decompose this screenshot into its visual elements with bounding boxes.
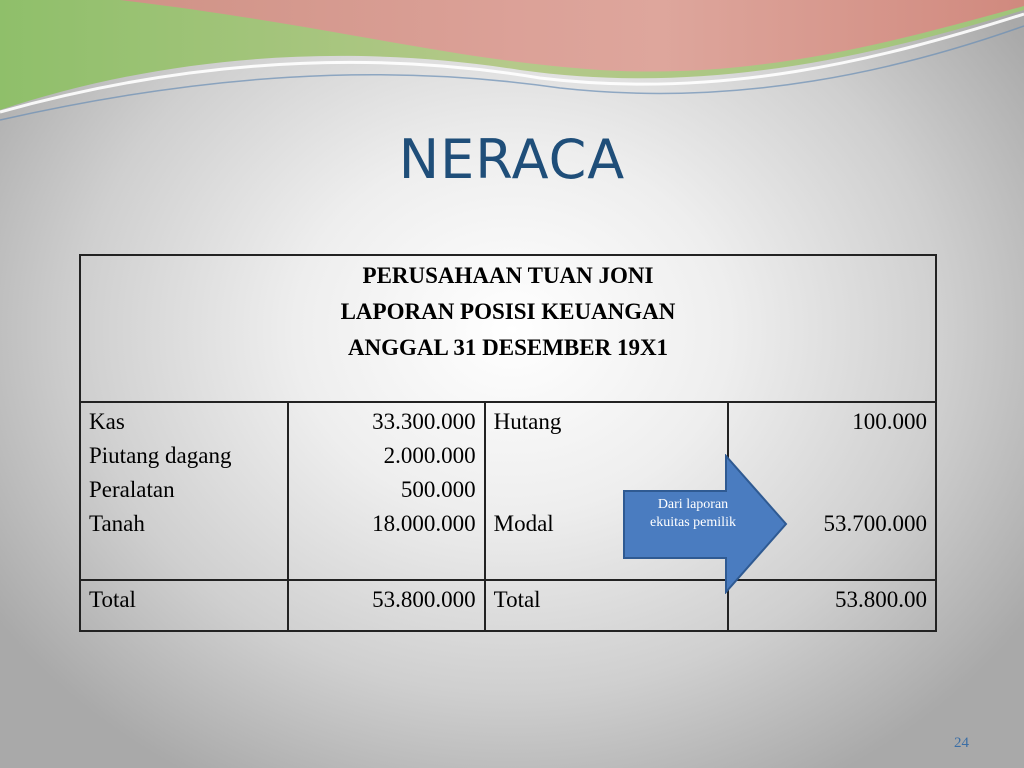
asset-label: Peralatan [89, 477, 175, 502]
company-name: PERUSAHAAN TUAN JONI [362, 263, 654, 288]
page-number: 24 [954, 735, 969, 751]
asset-value: 33.300.000 [372, 409, 476, 434]
table-header-row [80, 255, 936, 402]
table-header [80, 255, 936, 402]
arrow-callout-text: Dari laporan ekuitas pemilik [650, 497, 736, 530]
equity-value: 53.700.000 [823, 511, 927, 536]
balance-sheet-table [79, 254, 937, 632]
asset-value: 18.000.000 [372, 511, 476, 536]
table-row [80, 580, 936, 631]
asset-value: 500.000 [400, 477, 476, 502]
total-right-label: Total [485, 580, 728, 631]
slide-title: NERACA [398, 128, 626, 191]
liability-label: Hutang [493, 409, 562, 434]
asset-label: Piutang dagang [89, 443, 232, 468]
asset-value: 2.000.000 [383, 443, 476, 468]
asset-label: Kas [89, 409, 125, 434]
assets-values [288, 402, 485, 580]
asset-label: Tanah [89, 511, 145, 536]
report-name: LAPORAN POSISI KEUANGAN [340, 299, 676, 324]
liability-value: 100.000 [852, 409, 927, 434]
table-row [80, 402, 936, 580]
total-right-value: 53.800.00 [728, 580, 936, 631]
decorative-waves [0, 0, 1024, 130]
total-left-label: Total [80, 580, 288, 631]
assets-labels [80, 402, 288, 580]
report-date: ANGGAL 31 DESEMBER 19X1 [347, 335, 669, 360]
total-left-value: 53.800.000 [288, 580, 485, 631]
equity-label: Modal [493, 511, 554, 536]
